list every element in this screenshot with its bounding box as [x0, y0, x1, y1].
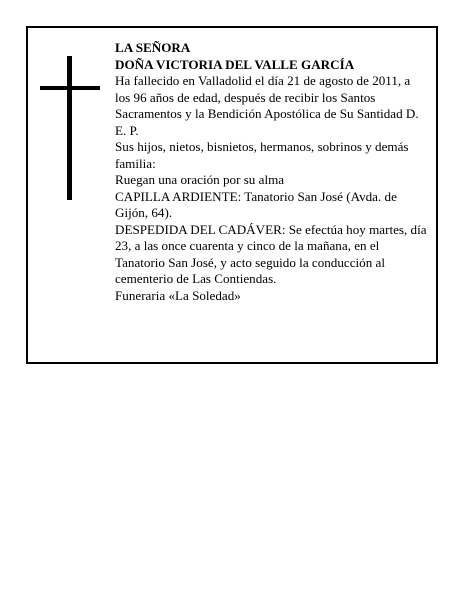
funeral-home: Funeraria «La Soledad»: [115, 287, 241, 303]
prayer-request: Ruegan una oración por su alma: [115, 172, 285, 187]
cross-horizontal-bar: [40, 86, 100, 90]
notice-text-block: [115, 40, 427, 304]
family-line: Sus hijos, nietos, bisnietos, hermanos, sobrinos y demás familia:: [115, 139, 409, 171]
cross-vertical-bar: [67, 56, 72, 200]
death-announcement: Ha fallecido en Valladolid el día 21 de agosto de 2011, a los 96 años de edad, después de recibir los Santos Sacramentos y la Bendición Apostólica de Su Santidad D. E. P.: [115, 73, 419, 138]
deceased-name: DOÑA VICTORIA DEL VALLE GARCÍA: [115, 56, 355, 72]
farewell-info: DESPEDIDA DEL CADÁVER: Se efectúa hoy martes, día 23, a las once cuarenta y cinco de la mañana, en el Tanatorio San José, y acto seguido la conducción al cementerio de Las Contiendas.: [115, 221, 427, 286]
notice-heading-title: LA SEÑORA: [115, 40, 191, 55]
obituary-notice: [26, 26, 438, 364]
chapel-info: CAPILLA ARDIENTE: Tanatorio San José (Avda. de Gijón, 64).: [115, 188, 397, 220]
cross-icon: [40, 56, 100, 200]
